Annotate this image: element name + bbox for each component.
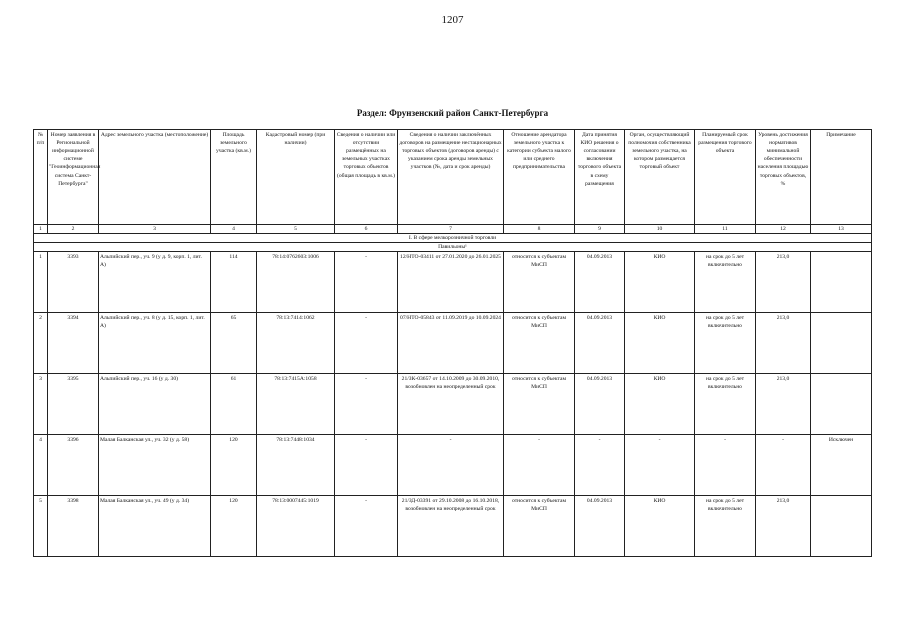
column-header: Площадь земельного участка (кв.м.) (211, 130, 257, 225)
cell-cad: 78:13:7414:1062 (257, 313, 335, 374)
column-header: Сведения о наличии или отсутствии размещённых на земельных участках торговых объектов (общая площадь в кв.м.) (335, 130, 398, 225)
cell-addr: Альпийский пер., уч. 8 (у д. 15, корп. 1, лит. А) (99, 313, 211, 374)
column-header: № п/п (34, 130, 48, 225)
table-row (34, 496, 872, 557)
column-header: Сведения о наличии заключённых договоров на размещение нестационарных торговых объектов (договоров аренды) с указанием срока аренды земельных участков (№, дата и срок аренды) (398, 130, 504, 225)
group-title: I. В сфере мелкорозничной торговли (34, 234, 872, 243)
column-header: Планируемый срок размещения торгового объекта (695, 130, 756, 225)
cell-contract: 07/НТО-05843 от 11.09.2019 до 10.09.2024 (398, 313, 504, 374)
cell-date: 04.09.2013 (575, 496, 625, 557)
cell-note (811, 374, 872, 435)
cell-contract: 21/ЗК-03657 от 14.10.2009 до 30.09.2010, возобновлен на неопределенный срок (398, 374, 504, 435)
cell-addr: Малая Балканская ул., уч. 32 (у д. 58) (99, 435, 211, 496)
cell-n: 5 (34, 496, 48, 557)
column-number: 4 (211, 225, 257, 234)
cell-note (811, 313, 872, 374)
register-table (33, 129, 872, 557)
cell-addr: Альпийский пер., уч. 9 (у д. 9, корп. 1, лит. А) (99, 252, 211, 313)
cell-cad: 78:13:0007445:1019 (257, 496, 335, 557)
cell-organ: КИО (625, 496, 695, 557)
column-header: Адрес земельного участка (местоположение) (99, 130, 211, 225)
cell-date: - (575, 435, 625, 496)
cell-n: 3 (34, 374, 48, 435)
subgroup-row (34, 243, 872, 252)
column-number: 3 (99, 225, 211, 234)
cell-objects: - (335, 496, 398, 557)
column-number-row (34, 225, 872, 234)
column-header: Уровень достижения нормативов минимальной обеспеченности населения площадью торговых объектов, % (756, 130, 811, 225)
cell-level: 213,0 (756, 496, 811, 557)
cell-level: 213,0 (756, 313, 811, 374)
cell-organ: КИО (625, 374, 695, 435)
cell-contract: 12/НТО-03411 от 27.01.2020 до 26.01.2025 (398, 252, 504, 313)
table-row (34, 435, 872, 496)
table-row (34, 313, 872, 374)
page-number: 1207 (441, 14, 464, 26)
cell-category: относится к субъектам МиСП (504, 313, 575, 374)
cell-term: на срок до 5 лет включительно (695, 252, 756, 313)
cell-term: на срок до 5 лет включительно (695, 374, 756, 435)
cell-objects: - (335, 252, 398, 313)
column-number: 12 (756, 225, 811, 234)
cell-note: Исключен (811, 435, 872, 496)
column-number: 8 (504, 225, 575, 234)
cell-area: 120 (211, 435, 257, 496)
cell-category: - (504, 435, 575, 496)
cell-app: 3393 (48, 252, 99, 313)
cell-area: 65 (211, 313, 257, 374)
cell-organ: - (625, 435, 695, 496)
section-title: Раздел: Фрунзенский район Санкт-Петербурга (356, 108, 549, 118)
group-row (34, 234, 872, 243)
cell-category: относится к субъектам МиСП (504, 496, 575, 557)
column-header: Примечание (811, 130, 872, 225)
column-header: Дата принятия КИО решения о согласовании включения торгового объекта в схему размещения (575, 130, 625, 225)
cell-objects: - (335, 435, 398, 496)
table-row (34, 252, 872, 313)
cell-organ: КИО (625, 313, 695, 374)
cell-date: 04.09.2013 (575, 313, 625, 374)
column-number: 1 (34, 225, 48, 234)
cell-contract: - (398, 435, 504, 496)
column-header: Кадастровый номер (при наличии) (257, 130, 335, 225)
cell-area: 114 (211, 252, 257, 313)
column-number: 5 (257, 225, 335, 234)
cell-term: - (695, 435, 756, 496)
cell-app: 3395 (48, 374, 99, 435)
column-header: Номер заявления в Региональной информационной системе "Геоинформационная система Санкт-Петербурга" (48, 130, 99, 225)
cell-term: на срок до 5 лет включительно (695, 313, 756, 374)
cell-n: 1 (34, 252, 48, 313)
cell-level: 213,0 (756, 374, 811, 435)
header-row (34, 130, 872, 225)
cell-objects: - (335, 374, 398, 435)
cell-app: 3394 (48, 313, 99, 374)
cell-date: 04.09.2013 (575, 252, 625, 313)
cell-contract: 21/ЗД-03391 от 29.10.2008 до 16.10.2018, возобновлен на неопределенный срок (398, 496, 504, 557)
cell-addr: Альпийский пер., уч. 16 (у д. 30) (99, 374, 211, 435)
table-row (34, 374, 872, 435)
column-number: 6 (335, 225, 398, 234)
cell-note (811, 496, 872, 557)
cell-area: 61 (211, 374, 257, 435)
cell-n: 2 (34, 313, 48, 374)
column-number: 13 (811, 225, 872, 234)
cell-app: 3398 (48, 496, 99, 557)
cell-area: 120 (211, 496, 257, 557)
column-number: 7 (398, 225, 504, 234)
column-number: 9 (575, 225, 625, 234)
column-number: 2 (48, 225, 99, 234)
cell-date: 04.09.2013 (575, 374, 625, 435)
column-header: Отношение арендатора земельного участка к категории субъекта малого или среднего предпринимательства (504, 130, 575, 225)
cell-level: 213,0 (756, 252, 811, 313)
column-number: 10 (625, 225, 695, 234)
table-body (34, 252, 872, 557)
subgroup-title: Павильоны¹ (34, 243, 872, 252)
cell-cad: 78:14:0762603:1006 (257, 252, 335, 313)
cell-cad: 78:13:7448:1034 (257, 435, 335, 496)
cell-note (811, 252, 872, 313)
cell-n: 4 (34, 435, 48, 496)
cell-level: - (756, 435, 811, 496)
cell-term: на срок до 5 лет включительно (695, 496, 756, 557)
cell-objects: - (335, 313, 398, 374)
cell-addr: Малая Балканская ул., уч. 49 (у д. 34) (99, 496, 211, 557)
cell-category: относится к субъектам МиСП (504, 252, 575, 313)
cell-app: 3396 (48, 435, 99, 496)
cell-cad: 78:13:7415А:1058 (257, 374, 335, 435)
column-number: 11 (695, 225, 756, 234)
column-header: Орган, осуществляющий полномочия собственника земельного участка, на котором размещается торговый объект (625, 130, 695, 225)
cell-category: относится к субъектам МиСП (504, 374, 575, 435)
cell-organ: КИО (625, 252, 695, 313)
